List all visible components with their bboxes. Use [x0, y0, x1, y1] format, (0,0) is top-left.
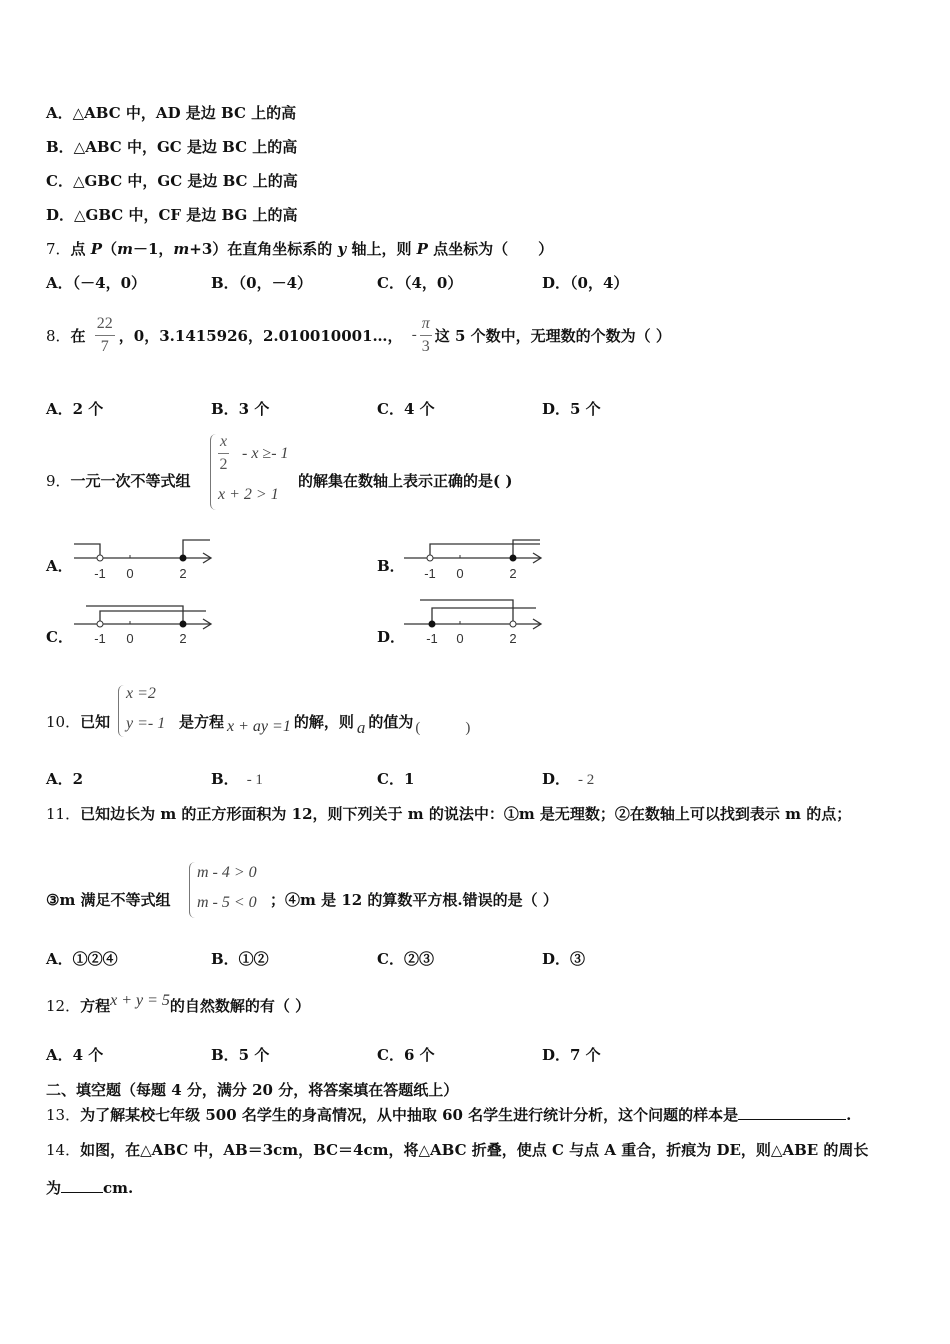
- q14-stem: 14．如图，在△ABC 中，AB＝3cm，BC＝4cm，将△ABC 折叠，使点 C 与点 A 重合，折痕为 DE，则△ABE 的周长: [46, 1141, 869, 1159]
- q11-option-c: C．②③: [377, 950, 434, 968]
- number-line-c: [70, 600, 220, 646]
- q8-stem: 8．在 $\frac{22}{7}$ ，0，3.1415926，2.010010001…， - $\frac{\pi}{3}$ 这 5 个数中，无理数的个数为（ ）: [46, 315, 671, 355]
- open-point: [510, 621, 516, 627]
- tick-label: 0: [456, 631, 464, 646]
- tick-label: -1: [424, 566, 436, 581]
- brace: [118, 685, 125, 737]
- equation-x-y-5: x + y = 5: [110, 992, 170, 1009]
- q8-number: 8．: [46, 327, 71, 345]
- brace: [189, 862, 196, 918]
- q9-option-d: D．: [377, 628, 406, 646]
- q6-option-a: A．△ABC 中，AD 是边 BC 上的高: [46, 104, 297, 122]
- q12-option-c: C．6 个: [377, 1046, 435, 1064]
- tick-label: 2: [509, 631, 517, 646]
- answer-blank[interactable]: [738, 1119, 846, 1120]
- q12-option-d: D．7 个: [542, 1046, 601, 1064]
- open-point: [97, 621, 103, 627]
- tick-label: 0: [126, 566, 134, 581]
- q13-number: 13．: [46, 1106, 81, 1124]
- tick-label: 2: [509, 566, 517, 581]
- q11-stem-tail: ；④m 是 12 的算数平方根.错误的是（ ）: [270, 891, 558, 909]
- q8-option-a: A．2 个: [46, 400, 104, 418]
- q9-option-a: A．: [46, 557, 73, 575]
- number-line-d: [400, 594, 550, 646]
- brace: [210, 434, 217, 510]
- closed-point: [180, 555, 186, 561]
- q9-option-b: B．: [377, 557, 405, 575]
- q8-option-d: D．5 个: [542, 400, 601, 418]
- number-line-b: [400, 536, 550, 582]
- q10-stem-tail: 是方程 x + ay =1 的解，则 a 的值为 ( ): [179, 713, 471, 737]
- q9-stem: 9．一元一次不等式组: [46, 472, 191, 490]
- q8-option-c: C．4 个: [377, 400, 435, 418]
- q11-option-d: D．③: [542, 950, 586, 968]
- q6-option-c: C．△GBC 中，GC 是边 BC 上的高: [46, 172, 298, 190]
- q8-option-b: B．3 个: [211, 400, 270, 418]
- q11-stem-line2: ③m 满足不等式组: [46, 891, 171, 909]
- closed-point: [180, 621, 186, 627]
- q9-stem-tail: 的解集在数轴上表示正确的是( ): [298, 472, 513, 490]
- q11-number: 11．: [46, 805, 81, 823]
- q14-number: 14．: [46, 1141, 81, 1159]
- tick-label: -1: [94, 631, 106, 646]
- open-point: [97, 555, 103, 561]
- q7-option-d: D．（0，4）: [542, 274, 629, 292]
- q11-option-a: A．①②④: [46, 950, 118, 968]
- q10-option-d: D． - 2: [542, 770, 595, 788]
- q9-option-c: C．: [46, 628, 73, 646]
- tick-label: 2: [179, 566, 187, 581]
- tick-label: 0: [126, 631, 134, 646]
- q6-option-b: B．△ABC 中，GC 是边 BC 上的高: [46, 138, 298, 156]
- q12-option-a: A．4 个: [46, 1046, 104, 1064]
- q14-stem-line2: 为 cm.: [46, 1179, 134, 1197]
- q12-stem: 12．方程x + y = 5的自然数解的有（ ）: [46, 992, 311, 1015]
- q6-option-d: D．△GBC 中，CF 是边 BG 上的高: [46, 206, 298, 224]
- tick-label: -1: [426, 631, 438, 646]
- open-point: [427, 555, 433, 561]
- q10-stem-lead: 10．已知: [46, 713, 111, 731]
- q10-option-b: B． - 1: [211, 770, 263, 788]
- q9-inequality-system: $\frac{x}{2}$ - x ≥- 1 x + 2 > 1: [210, 434, 296, 510]
- q7-option-c: C．（4，0）: [377, 274, 463, 292]
- q7-option-a: A．（－4，0）: [46, 274, 147, 292]
- tick-label: -1: [94, 566, 106, 581]
- q10-equation-system: x =2 y =- 1: [118, 685, 178, 737]
- section-heading: 二、填空题（每题 4 分，满分 20 分，将答案填在答题纸上）: [46, 1081, 459, 1099]
- q11-option-b: B．①②: [211, 950, 269, 968]
- tick-label: 2: [179, 631, 187, 646]
- q7-option-b: B．（0，－4）: [211, 274, 313, 292]
- q7-number: 7．: [46, 240, 71, 258]
- tick-label: 0: [456, 566, 464, 581]
- q10-number: 10．: [46, 713, 81, 731]
- q10-option-c: C．1: [377, 770, 415, 788]
- fraction-pi-3: $\frac{\pi}{3}$: [421, 315, 430, 355]
- q9-number: 9．: [46, 472, 71, 490]
- q11-stem: 11．已知边长为 m 的正方形面积为 12，则下列关于 m 的说法中：①m 是无理数；②在数轴上可以找到表示 m 的点；: [46, 805, 852, 823]
- closed-point: [429, 621, 435, 627]
- answer-blank[interactable]: [61, 1192, 103, 1193]
- q10-option-a: A．2: [46, 770, 84, 788]
- q12-option-b: B．5 个: [211, 1046, 270, 1064]
- equation-x-ay-1: x + ay =1: [227, 718, 291, 735]
- q13-stem: 13．为了解某校七年级 500 名学生的身高情况，从中抽取 60 名学生进行统计分析，这个问题的样本是 .: [46, 1106, 852, 1124]
- fraction-22-7: $\frac{22}{7}$: [96, 315, 113, 355]
- q12-number: 12．: [46, 997, 81, 1015]
- number-line-a: [70, 536, 220, 582]
- q11-inequality-system: m - 4 > 0 m - 5 < 0: [189, 862, 271, 918]
- q7-stem: 7．点 P（m－1，m+3）在直角坐标系的 y 轴上，则 P 点坐标为（ ）: [46, 240, 554, 258]
- closed-point: [510, 555, 516, 561]
